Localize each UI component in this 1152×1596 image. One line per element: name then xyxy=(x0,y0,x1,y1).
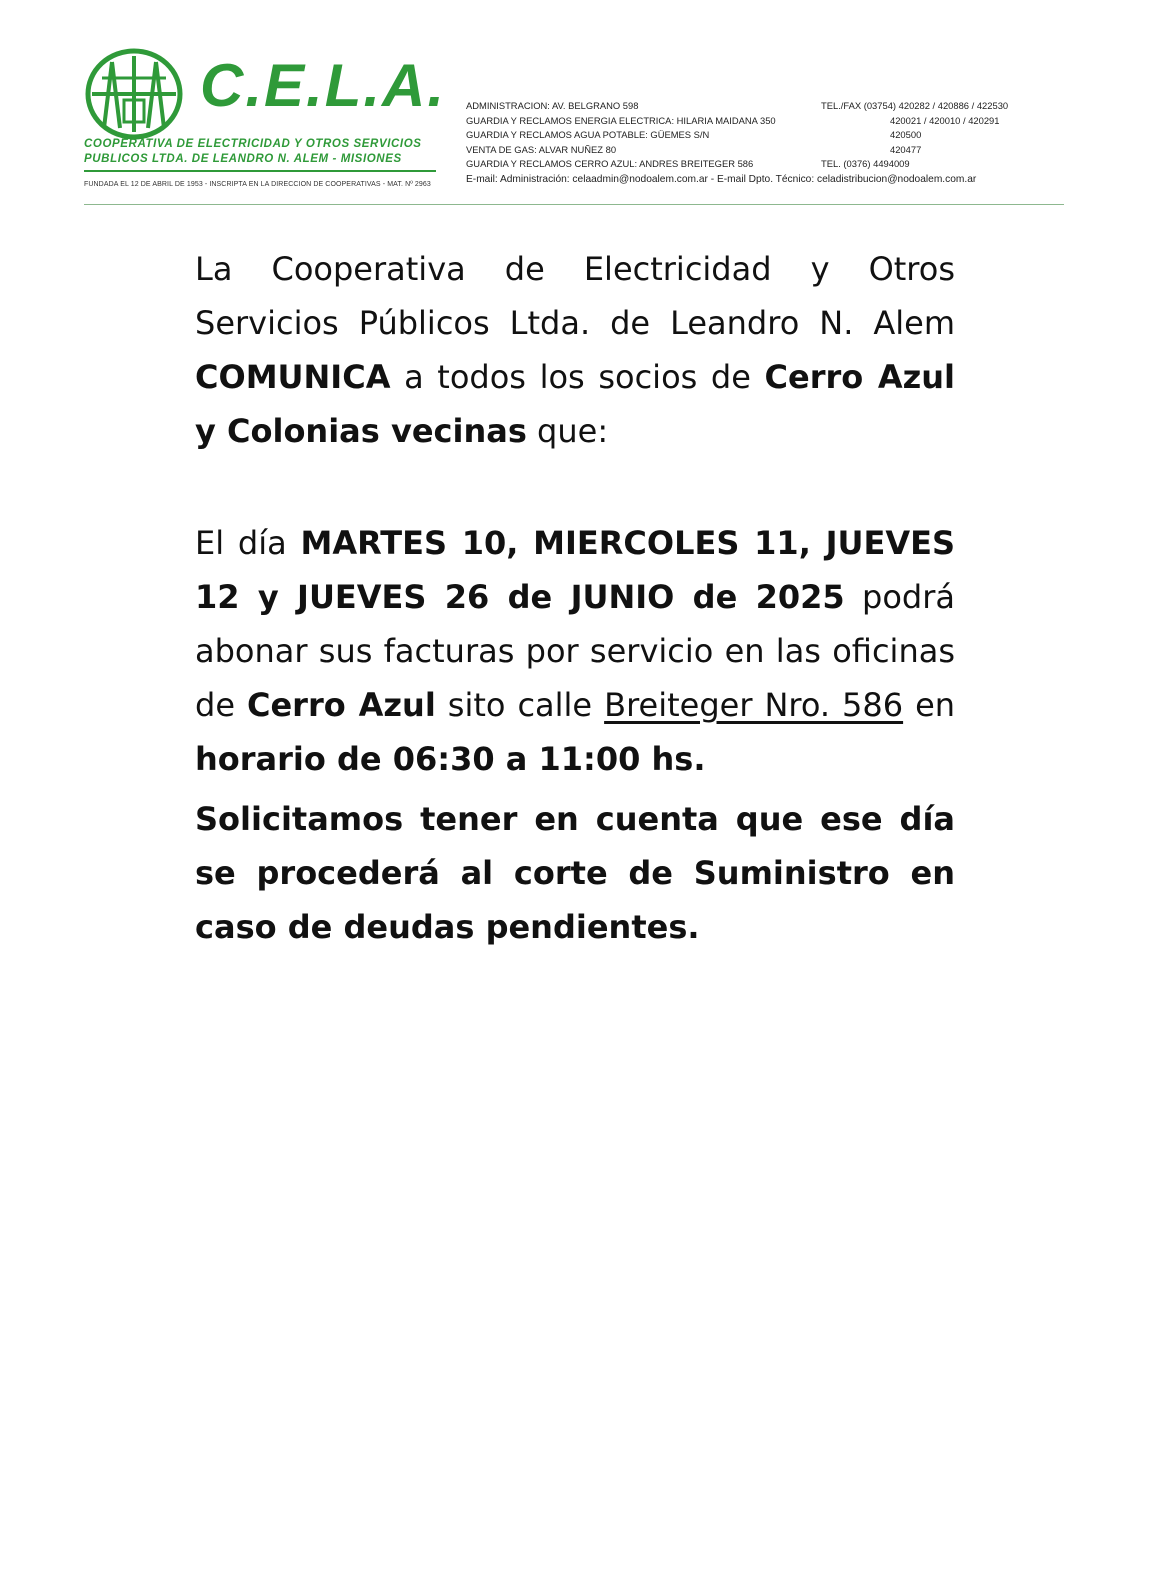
hours-emphasis: horario de 06:30 a 11:00 hs. xyxy=(195,740,706,778)
address-underlined: Breiteger Nro. 586 xyxy=(604,686,904,724)
org-name-line-2: PUBLICOS LTDA. DE LEANDRO N. ALEM - MISIONES xyxy=(84,153,402,165)
contact-row xyxy=(466,158,1064,173)
notice-intro: La Cooperativa de Electricidad y Otros Servicios Públicos Ltda. de Leandro N. Alem COMUNICA a todos los socios de Cerro Azul y Colonias vecinas que: xyxy=(195,250,956,450)
founded-note: FUNDADA EL 12 DE ABRIL DE 1953 - INSCRIPTA EN LA DIRECCION DE COOPERATIVAS - MAT. Nº 2963 xyxy=(84,181,431,188)
contact-label: GUARDIA Y RECLAMOS ENERGIA ELECTRICA: HILARIA MAIDANA 350 xyxy=(466,114,776,126)
contact-row xyxy=(466,129,1064,144)
contact-label: VENTA DE GAS: ALVAR NUÑEZ 80 xyxy=(466,143,617,155)
notice-schedule: El día MARTES 10, MIERCOLES 11, JUEVES 12 y JUEVES 26 de JUNIO de 2025 podrá abonar sus facturas por servicio en las oficinas de Cerro Azul sito calle Breiteger Nro. 586 en horario de 06:30 a 11:00 hs. xyxy=(195,524,956,778)
contact-phone: TEL./FAX (03754) 420282 / 420886 / 422530 xyxy=(821,100,1009,111)
letterhead xyxy=(84,48,1064,208)
office-emphasis: Cerro Azul xyxy=(246,686,436,724)
dates-emphasis: MARTES 10, MIERCOLES 11, JUEVES 12 y JUEVES 26 de JUNIO de 2025 xyxy=(195,524,956,616)
contact-phone: 420021 / 420010 / 420291 xyxy=(890,114,1000,126)
contact-row xyxy=(466,115,1064,130)
contact-phone: TEL. (0376) 4494009 xyxy=(821,158,910,169)
org-divider xyxy=(84,170,436,172)
contact-row xyxy=(466,144,1064,159)
email-line: E-mail: Administración: celaadmin@nodoalem.com.ar - E-mail Dpto. Técnico: celadistribucion@nodoalem.com.ar xyxy=(466,173,977,185)
org-name-line-1: COOPERATIVA DE ELECTRICIDAD Y OTROS SERVICIOS xyxy=(84,138,422,150)
comunica-emphasis: COMUNICA xyxy=(195,358,391,396)
contact-phone: 420500 xyxy=(890,129,922,140)
contact-label: ADMINISTRACION: AV. BELGRANO 598 xyxy=(466,100,639,111)
contact-phone: 420477 xyxy=(890,143,922,155)
contact-label: GUARDIA Y RECLAMOS CERRO AZUL: ANDRES BREITEGER 586 xyxy=(466,158,754,169)
notice-warning: Solicitamos tener en cuenta que ese día se procederá al corte de Suministro en caso de deudas pendientes. xyxy=(195,800,955,946)
notice-body xyxy=(195,242,955,954)
contact-label: GUARDIA Y RECLAMOS AGUA POTABLE: GÜEMES S/N xyxy=(466,129,710,140)
cela-logo-icon xyxy=(84,48,184,140)
letterhead-divider xyxy=(84,204,1064,205)
location-emphasis: Cerro Azul y Colonias vecinas xyxy=(195,358,956,450)
contact-block xyxy=(466,100,1064,188)
brand-name: C.E.L.A. xyxy=(200,52,447,119)
contact-row xyxy=(466,100,1064,115)
